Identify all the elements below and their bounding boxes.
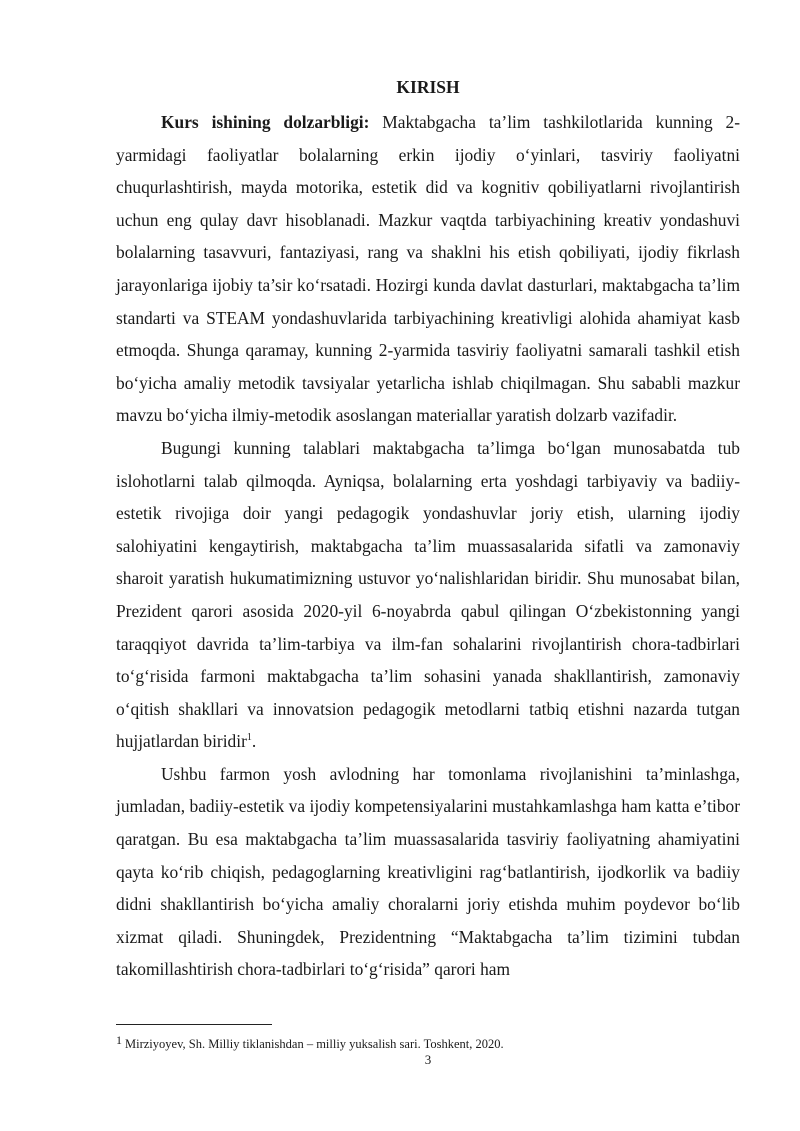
body-text [116, 106, 740, 986]
footnote-reference[interactable]: 1 [246, 732, 252, 744]
footnote-text: Mirziyoyev, Sh. Milliy tiklanishdan – milliy yuksalish sari. Toshkent, 2020. [125, 1037, 504, 1051]
paragraph-text: Ushbu farmon yosh avlodning har tomonlama rivojlanishini ta’minlashga, jumladan, badiiy-estetik va ijodiy kompetensiyalarini mustahkamlashga ham katta e’tibor qaratgan. Bu esa maktabgacha ta’lim muassasalarida tasviriy faoliyatning ahamiyatini qayta ko‘rib chiqish, pedagoglarning kreativligini rag‘batlantirish, ijodkorlik va badiiy didni shakllantirish bo‘yicha amaliy choralarni joriy etishda muhim poydevor bo‘lib xizmat qiladi. Shuningdek, Prezidentning “Maktabgacha ta’lim tizimini tubdan takomillashtirish chora-tadbirlari to‘g‘risida” qarori ham [116, 763, 740, 980]
paragraph-text: Bugungi kunning talablari maktabgacha ta’limga bo‘lgan munosabatda tub islohotlarni talab qilmoqda. Ayniqsa, bolalarning erta yoshdagi tarbiyaviy va badiiy-estetik rivojiga doir yangi pedagogik yondashuvlar joriy etish, ularning ijodiy salohiyatini kengaytirish, maktabgacha ta’lim muassasalarida sifatli va zamonaviy sharoit yaratish hukumatimizning ustuvor yo‘nalishlaridan biridir. Shu munosabat bilan, Prezident qarori asosida 2020-yil 6-noyabrda qabul qilingan O‘zbekistonning yangi taraqqiyot davrida ta’lim-tarbiya va ilm-fan sohalarini rivojlantirish chora-tadbirlari to‘g‘risida farmoni maktabgacha ta’lim sohasini yanada shakllantirish, zamonaviy o‘qitish shakllari va innovatsion pedagogik metodlarni tatbiq etishni nazarda tutgan hujjatlardan biridir [116, 437, 740, 752]
paragraph-reforms [116, 432, 740, 758]
section-heading: KIRISH [396, 77, 460, 97]
paragraph-relevance [116, 106, 740, 432]
paragraph-lead: Kurs ishining dolzarbligi: [161, 112, 370, 132]
footnote-separator [116, 1024, 272, 1025]
paragraph-end: . [251, 731, 257, 752]
page-number: 3 [424, 1052, 432, 1067]
footnote-mark: 1 [116, 1033, 122, 1047]
paragraph-decree [116, 758, 740, 986]
paragraph-text: Maktabgacha ta’lim tashkilotlarida kunning 2-yarmidagi faoliyatlar bolalarning erkin ijodiy o‘yinlari, tasviriy faoliyatni chuqurlashtirish, mayda motorika, estetik did va kognitiv qobiliyatlarni rivojlantirish uchun eng qulay davr hisoblanadi. Mazkur vaqtda tarbiyachining kreativ yondashuvi bolalarning tasavvuri, fantaziyasi, rang va shaklni his etish qobiliyati, ijodiy fikrlash jarayonlariga ijobiy ta’sir ko‘rsatadi. Hozirgi kunda davlat dasturlari, maktabgacha ta’lim standarti va STEAM yondashuvlarida tarbiyachining kreativligi alohida ahamiyat kasb etmoqda. Shunga qaramay, kunning 2-yarmida tasviriy faoliyatni samarali tashkil etish bo‘yicha amaliy metodik tavsiyalar yetarlicha ishlab chiqilmagan. Shu sababli mazkur mavzu bo‘yicha ilmiy-metodik asoslangan materiallar yaratish dolzarb vazifadir. [116, 112, 741, 426]
footnote [116, 1031, 740, 1053]
